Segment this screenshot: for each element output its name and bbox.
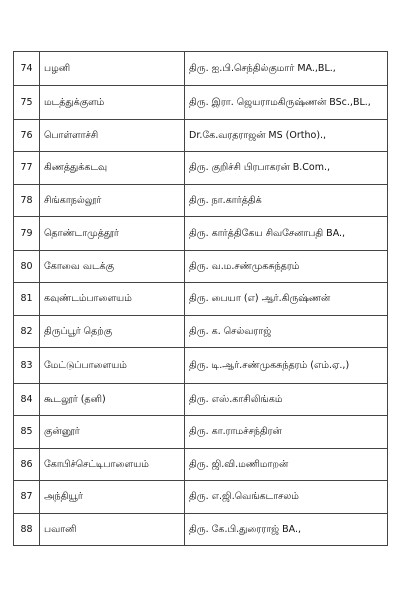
row-number: 77 <box>14 152 40 185</box>
constituency-name: கூடலூர் (தனி) <box>40 384 185 416</box>
constituency-name: பொள்ளாச்சி <box>40 120 185 152</box>
candidate-list-table <box>13 51 388 546</box>
candidate-name: திரு. இரா. ஜெயராமகிருஷ்ணன் BSc.,BL., <box>185 86 388 120</box>
constituency-name: கவுண்டம்பாளையம் <box>40 283 185 316</box>
constituency-name: சிங்காநல்லூர் <box>40 185 185 217</box>
table-row <box>14 449 388 481</box>
row-number: 87 <box>14 481 40 514</box>
table-row <box>14 514 388 546</box>
constituency-name: குன்னூர் <box>40 416 185 449</box>
table-row <box>14 348 388 384</box>
row-number: 88 <box>14 514 40 546</box>
row-number: 74 <box>14 52 40 86</box>
constituency-name: மேட்டுப்பாளையம் <box>40 348 185 384</box>
constituency-name: மடத்துக்குளம் <box>40 86 185 120</box>
table-row <box>14 416 388 449</box>
row-number: 75 <box>14 86 40 120</box>
candidate-name: திரு. க. செல்வராஜ் <box>185 316 388 348</box>
candidate-name: திரு. எ.ஜி.வெங்கடாசலம் <box>185 481 388 514</box>
row-number: 80 <box>14 251 40 283</box>
constituency-name: பழனி <box>40 52 185 86</box>
candidate-name: திரு. எஸ்.காசிலிங்கம் <box>185 384 388 416</box>
row-number: 81 <box>14 283 40 316</box>
table-row <box>14 185 388 217</box>
table-row <box>14 481 388 514</box>
table-row <box>14 283 388 316</box>
candidate-name: திரு. குறிச்சி பிரபாகரன் B.Com., <box>185 152 388 185</box>
candidate-name: Dr.கே.வரதராஜன் MS (Ortho)., <box>185 120 388 152</box>
table-row <box>14 52 388 86</box>
table-row <box>14 217 388 251</box>
table-row <box>14 86 388 120</box>
candidate-name: திரு. ஜி.வி.மணிமாறன் <box>185 449 388 481</box>
row-number: 82 <box>14 316 40 348</box>
candidate-name: திரு. ஐ.பி.செந்தில்குமார் MA.,BL., <box>185 52 388 86</box>
constituency-name: தொண்டாமுத்தூர் <box>40 217 185 251</box>
row-number: 76 <box>14 120 40 152</box>
row-number: 86 <box>14 449 40 481</box>
candidate-name: திரு. கா.ராமச்சந்திரன் <box>185 416 388 449</box>
row-number: 85 <box>14 416 40 449</box>
candidate-name: திரு. பையா (எ) ஆர்.கிருஷ்ணன் <box>185 283 388 316</box>
table-row <box>14 120 388 152</box>
table-row <box>14 251 388 283</box>
candidate-name: திரு. நா.கார்த்திக் <box>185 185 388 217</box>
table-row <box>14 152 388 185</box>
candidate-name: திரு. கே.பி.துரைராஜ் BA., <box>185 514 388 546</box>
table-body <box>14 52 388 546</box>
constituency-name: பவானி <box>40 514 185 546</box>
row-number: 79 <box>14 217 40 251</box>
constituency-name: கோவை வடக்கு <box>40 251 185 283</box>
constituency-name: கோபிச்செட்டிபாளையம் <box>40 449 185 481</box>
table-row <box>14 316 388 348</box>
constituency-name: அந்தியூர் <box>40 481 185 514</box>
candidate-name: திரு. வ.ம.சண்முகசுந்தரம் <box>185 251 388 283</box>
constituency-name: கிணத்துக்கடவு <box>40 152 185 185</box>
row-number: 83 <box>14 348 40 384</box>
candidate-name: திரு. டி.ஆர்.சண்முகசுந்தரம் (எம்.ஏ.,) <box>185 348 388 384</box>
table-row <box>14 384 388 416</box>
constituency-name: திருப்பூர் தெற்கு <box>40 316 185 348</box>
row-number: 84 <box>14 384 40 416</box>
candidate-name: திரு. கார்த்திகேய சிவசேனாபதி BA., <box>185 217 388 251</box>
row-number: 78 <box>14 185 40 217</box>
